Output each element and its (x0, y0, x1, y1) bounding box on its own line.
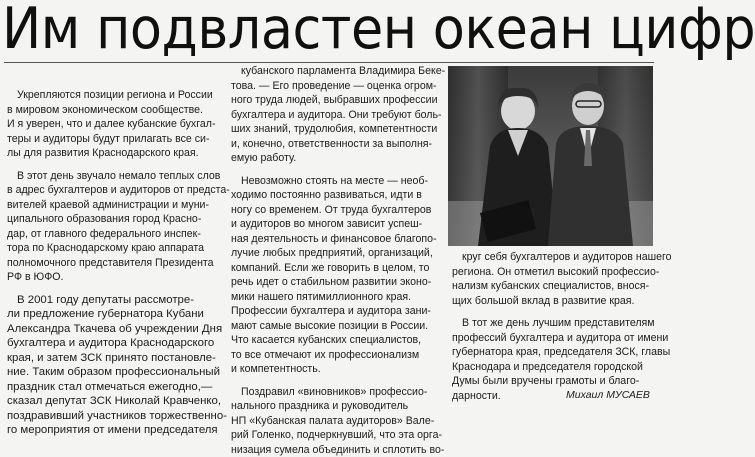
text-line: Думы были вручены грамоты и благо- (452, 374, 653, 389)
article-column-2 (231, 64, 442, 457)
text-line: бухгалтера и аудитора. Они требуют боль- (231, 108, 442, 123)
text-line: НП «Кубанская палата аудиторов» Вале- (231, 414, 442, 429)
text-line: РФ в ЮФО. (7, 270, 218, 285)
text-line: ногу со временем. От труда бухгалтеров (231, 203, 442, 218)
text-line: Профессии бухгалтера и аудитора зани- (231, 304, 442, 319)
article-paragraph (231, 385, 442, 457)
article-paragraph (452, 250, 653, 308)
text-line: мики нашего пятимиллионного края. (231, 290, 442, 305)
text-line: рий Голенко, подчеркнувший, что эта орга- (231, 428, 442, 443)
text-line: полномочного представителя Президента (7, 256, 218, 271)
text-line: губернатора края, председателя ЗСК, главы (452, 345, 653, 360)
text-line: емую работу. (231, 151, 442, 166)
text-line: в адрес бухгалтеров и аудиторов от предста- (7, 183, 218, 198)
paragraph-gap (452, 308, 653, 316)
paragraph-gap (7, 285, 218, 293)
text-line: В 2001 году депутаты рассмотре- (7, 293, 218, 308)
text-line: лучие любых предприятий, организаций, (231, 246, 442, 261)
paragraph-gap (231, 166, 442, 174)
text-line: низация сумела объединить и сплотить во- (231, 443, 442, 457)
article-column-3 (452, 250, 653, 403)
text-line: круг себя бухгалтеров и аудиторов нашего (452, 250, 653, 265)
text-line: и, конечно, ответственности за выполня- (231, 137, 442, 152)
text-line: и аудиторов во многом зависит успеш- (231, 217, 442, 232)
text-line: мают самые высокие позиции в России. (231, 319, 442, 334)
article-paragraph (7, 88, 218, 161)
article-column-1 (7, 88, 218, 438)
article-headline: Им подвластен океан цифр (2, 0, 606, 62)
text-line: то все отмечают их профессионализм (231, 348, 442, 363)
article-paragraph (7, 169, 218, 285)
text-line: и компетентность. (231, 362, 442, 377)
text-line: Невозможно стоять на месте — необ- (231, 174, 442, 189)
text-line: ного труда людей, выбравших профессии (231, 93, 442, 108)
text-line: щих большой вклад в развитие края. (452, 294, 653, 309)
text-line: лы для развития Краснодарского края. (7, 146, 218, 161)
text-line: нализм кубанских специалистов, внося- (452, 279, 653, 294)
headline-rule (4, 62, 654, 63)
text-line: Поздравил «виновников» профессио- (231, 385, 442, 400)
article-paragraph (231, 174, 442, 377)
text-line: поздравивший участников торжественно- (7, 409, 218, 424)
text-line: нального праздника и руководитель (231, 399, 442, 414)
article-paragraph (231, 64, 442, 166)
text-line: компаний. Если же говорить в целом, то (231, 261, 442, 276)
text-line: края, и затем ЗСК принято постановле- (7, 351, 218, 366)
text-line: И я уверен, что и далее кубанские бухгал- (7, 117, 218, 132)
text-line: В тот же день лучшим представителям (452, 316, 653, 331)
text-line: това. — Его проведение — оценка огром- (231, 79, 442, 94)
text-line: ших знаний, трудолюбия, компетентности (231, 122, 442, 137)
text-line: дар, от главного федерального инспек- (7, 227, 218, 242)
text-line: В этот день звучало немало теплых слов (7, 169, 218, 184)
text-line: кубанского парламента Владимира Беке- (231, 64, 442, 79)
text-line: ли предложение губернатора Кубани (7, 307, 218, 322)
text-line: теры и аудиторы будут прилагать все си- (7, 132, 218, 147)
text-line: профессий бухгалтера и аудитора от имени (452, 331, 653, 346)
text-line: ципального образования город Красно- (7, 212, 218, 227)
text-line: ная деятельность и финансовое благопо- (231, 232, 442, 247)
paragraph-gap (231, 377, 442, 385)
text-line: го мероприятия от имени председателя (7, 423, 218, 438)
article-paragraph (7, 293, 218, 438)
text-line: Александра Ткачева об учреждении Дня (7, 322, 218, 337)
text-line: бухгалтера и аудитора Краснодарского (7, 336, 218, 351)
text-line: Краснодара и председателя городской (452, 360, 653, 375)
text-line: ходимо постоянно развиваться, идти в (231, 188, 442, 203)
text-line: Что касается кубанских специалистов, (231, 333, 442, 348)
text-line: речь идет о стабильном развитии эконо- (231, 275, 442, 290)
text-line: Укрепляются позиции региона и России (7, 88, 218, 103)
article-photo (448, 66, 653, 246)
text-line: вителей краевой администрации и муни- (7, 198, 218, 213)
text-line: праздник стал отмечаться ежегодно,— (7, 380, 218, 395)
text-line: дарности. (452, 389, 653, 404)
text-line: тора по Краснодарскому краю аппарата (7, 241, 218, 256)
text-line: в мировом экономическом сообществе. (7, 103, 218, 118)
photo-image (448, 66, 653, 246)
paragraph-gap (7, 161, 218, 169)
text-line: ние. Таким образом профессиональный (7, 365, 218, 380)
text-line: региона. Он отметил высокий профессио- (452, 265, 653, 280)
photo-credit: Михаил МУСАЕВ (566, 389, 650, 401)
text-line: сказал депутат ЗСК Николай Кравченко, (7, 394, 218, 409)
